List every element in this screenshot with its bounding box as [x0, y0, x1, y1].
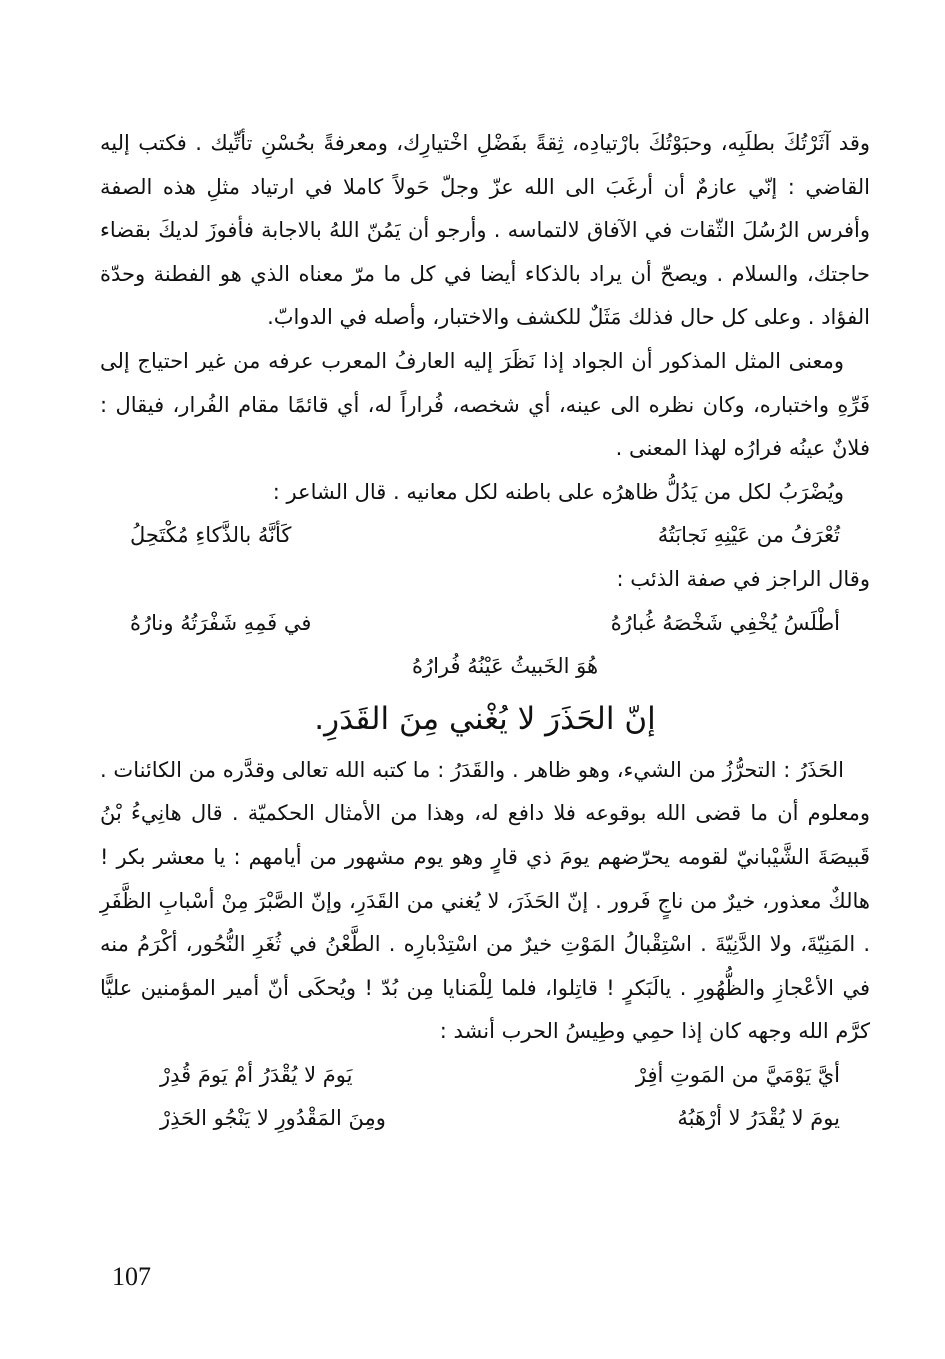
verse-first-hemistich: يومَ لا يُقْدَرُ لا أرْهَبُهُ: [677, 1106, 840, 1131]
paragraph: ويُضْرَبُ لكل من يَدُلُّ ظاهرُه على باطنه لكل معانيه . قال الشاعر :: [272, 479, 844, 504]
verse-line: [100, 1097, 870, 1141]
verse-intro: وقال الراجز في صفة الذئب :: [616, 566, 870, 591]
paragraph: وقد آثَرْتُكَ بطلَبِه، وحبَوْتُكَ بارْتيادِه، ثِقةً بفَضْلِ اخْتيارِك، ومعرفةً بحُسْنِ تأتِّيك . فكتب إليه القاضي : إنّي عازمٌ أن أرغَبَ الى الله عزّ وجلّ حَولاً كاملا في ارتياد مثلِ هذه الصفة وأفرس الرُسُلَ الثّقات في الآفاق لالتماسه . وأرجو أن يَمُنّ اللهُ بالاجابة فأفوزَ لديكَ بقضاء حاجتك، والسلام . ويصحّ أن يراد بالذكاء أيضا في كل ما مرّ معناه الذي هو الفطنة وحدّة الفؤاد . وعلى كل حال فذلك مَثَلٌ للكشف والاختبار، وأصله في الدوابّ.: [100, 131, 870, 330]
paragraph: الحَذَرُ : التحرُّزُ من الشيء، وهو ظاهر . والقَدَرُ : ما كتبه الله تعالى وقدَّره من الكائنات . ومعلوم أن ما قضى الله بوقوعه فلا دافع له، وهذا من الأمثال الحكميّة . قال هانِيءُ بْنُ قَبيصَةَ الشَّيْبانيّ لقومه يحرّضهم يومَ ذي قارٍ وهو يوم مشهور من أيامهم : يا معشر بكر ! هالكٌ معذور، خيرٌ من ناجٍ فَرور . إنّ الحَذَرَ، لا يُغني من القَدَرِ، وإنّ الصَّبْرَ مِنْ أسْبابِ الظَّفَرِ . المَنِيّةَ، ولا الدَّنِيّةَ . اسْتِقْبالُ المَوْتِ خيرٌ من اسْتِدْبارِه . الطَّعْنُ في ثُغَرِ النُّحُور، أكْرَمُ منه في الأعْجازِ والظُّهُورِ . يالَبَكرٍ ! قاتِلوا، فلما لِلْمَنايا مِن بُدّ ! ويُحكَى أنّ أمير المؤمنين عليًّا كرَّم الله وجهه كان إذا حمِي وطِيسُ الحرب أنشد :: [100, 757, 870, 1044]
verse-first-hemistich: تُعْرَفُ من عَيْنِهِ نَجابَتُهُ: [657, 523, 840, 548]
verse-second-hemistich: يَومَ لا يُقْدَرُ أمْ يَومَ قُدِرْ: [160, 1062, 353, 1087]
verse-center-line: هُوَ الخَبيثُ عَيْنُهُ فُرارُهُ: [411, 654, 599, 679]
verse-line: [100, 514, 870, 558]
page-number: 107: [112, 1262, 151, 1291]
verse-second-hemistich: ومِنَ المَقْدُورِ لا يَنْجُو الحَذِرْ: [160, 1106, 386, 1131]
verse-second-hemistich: كَأنَّهُ بالذَّكاءِ مُكْتَحِلُ: [130, 523, 292, 548]
verse-first-hemistich: أيَّ يَوْمَيَّ من المَوتِ أفِرْ: [635, 1062, 840, 1087]
verse-line: [100, 602, 870, 646]
paragraph: ومعنى المثل المذكور أن الجواد إذا نَظَرَ إليه العارفُ المعرب عرفه من غير احتياج إلى فَرِّهِ واختباره، وكان نظره الى عينه، أي شخصه، فُراراً له، أي قائمًا مقام الفُرار، فيقال : فلانٌ عينُه فرارُه لهذا المعنى .: [100, 348, 870, 461]
main-text: [100, 122, 870, 1141]
verse-first-hemistich: أطْلَسُ يُخْفِي شَخْصَهُ غُبارُهُ: [610, 610, 840, 635]
proverb-heading: إنّ الحَذَرَ لا يُغْني مِنَ القَدَرِ.: [314, 700, 656, 737]
verse-second-hemistich: في فَمِهِ شَفْرَتُهُ ونارُهُ: [130, 610, 312, 635]
verse-line: [100, 1054, 870, 1098]
